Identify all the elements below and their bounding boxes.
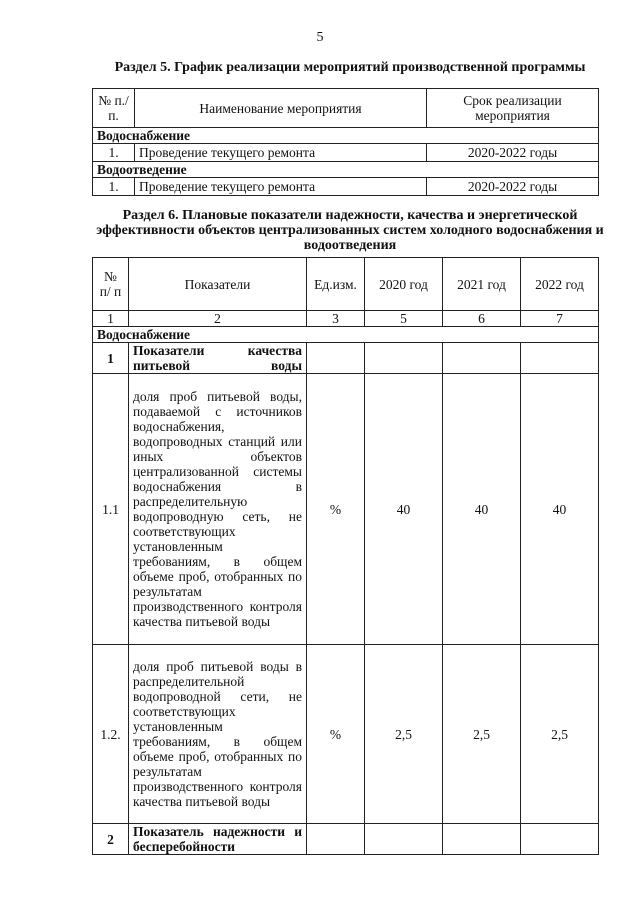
col-number: 1 — [93, 311, 129, 327]
row-term: 2020-2022 годы — [427, 178, 599, 196]
header-indicators: Показатели — [129, 258, 307, 311]
section-label: Водоотведение — [93, 162, 599, 178]
table-row — [93, 645, 599, 824]
group-row — [93, 824, 599, 855]
section-label: Водоснабжение — [93, 128, 599, 144]
empty-cell — [443, 824, 521, 855]
header-num: № п/ п — [93, 258, 129, 311]
col-number: 3 — [307, 311, 365, 327]
header-term: Срок реализации мероприятия — [427, 89, 599, 128]
section-row-water-supply — [93, 128, 599, 144]
header-unit: Ед.изм. — [307, 258, 365, 311]
empty-cell — [307, 824, 365, 855]
row-value-2021: 40 — [443, 374, 521, 645]
section-row-water-supply — [93, 327, 599, 343]
row-num: 1. — [93, 144, 135, 162]
group-row — [93, 343, 599, 374]
row-name: Проведение текущего ремонта — [135, 178, 427, 196]
row-value-2020: 2,5 — [365, 645, 443, 824]
header-num: № п./п. — [93, 89, 135, 128]
empty-cell — [521, 343, 599, 374]
table-row — [93, 374, 599, 645]
col-number: 5 — [365, 311, 443, 327]
row-name: доля проб питьевой воды, подаваемой с источников водоснабжения, водопроводных станций или иных объектов централизованной системы водоснабжения в распределительную водопроводную сеть, не соответствующих установленным требованиям, в общем объеме проб, отобранных по результатам производственного контроля качества питьевой воды — [129, 374, 307, 645]
row-value-2020: 40 — [365, 374, 443, 645]
row-unit: % — [307, 645, 365, 824]
section5-title: Раздел 5. График реализации мероприятий производственной программы — [114, 60, 586, 75]
header-2021: 2021 год — [443, 258, 521, 311]
header-2022: 2022 год — [521, 258, 599, 311]
empty-cell — [521, 824, 599, 855]
column-number-row — [93, 311, 599, 327]
row-value-2021: 2,5 — [443, 645, 521, 824]
section6-table — [92, 257, 599, 855]
section-row-sewerage — [93, 162, 599, 178]
row-value-2022: 2,5 — [521, 645, 599, 824]
row-name: Проведение текущего ремонта — [135, 144, 427, 162]
page-number: 5 — [316, 30, 324, 45]
col-number: 6 — [443, 311, 521, 327]
row-num: 1. — [93, 178, 135, 196]
section6-title: Раздел 6. Плановые показатели надежности, качества и энергетической эффективности объектов централизованных систем холодного водоснабжения и водоотведения — [96, 208, 604, 253]
group-name: Показатели качества питьевой воды — [129, 343, 307, 374]
group-name: Показатель надежности и бесперебойности — [129, 824, 307, 855]
row-value-2022: 40 — [521, 374, 599, 645]
row-unit: % — [307, 374, 365, 645]
table-header-row — [93, 89, 599, 128]
row-num: 1.2. — [93, 645, 129, 824]
group-num: 2 — [93, 824, 129, 855]
row-num: 1.1 — [93, 374, 129, 645]
section-label: Водоснабжение — [93, 327, 599, 343]
section5-table — [92, 88, 599, 196]
col-number: 2 — [129, 311, 307, 327]
table-row — [93, 178, 599, 196]
col-number: 7 — [521, 311, 599, 327]
row-name: доля проб питьевой воды в распределительной водопроводной сети, не соответствующих установленным требованиям, в общем объеме проб, отобранных по результатам производственного контроля качества питьевой воды — [129, 645, 307, 824]
empty-cell — [365, 824, 443, 855]
empty-cell — [365, 343, 443, 374]
empty-cell — [307, 343, 365, 374]
header-2020: 2020 год — [365, 258, 443, 311]
row-term: 2020-2022 годы — [427, 144, 599, 162]
table-header-row — [93, 258, 599, 311]
group-num: 1 — [93, 343, 129, 374]
header-name: Наименование мероприятия — [135, 89, 427, 128]
empty-cell — [443, 343, 521, 374]
table-row — [93, 144, 599, 162]
